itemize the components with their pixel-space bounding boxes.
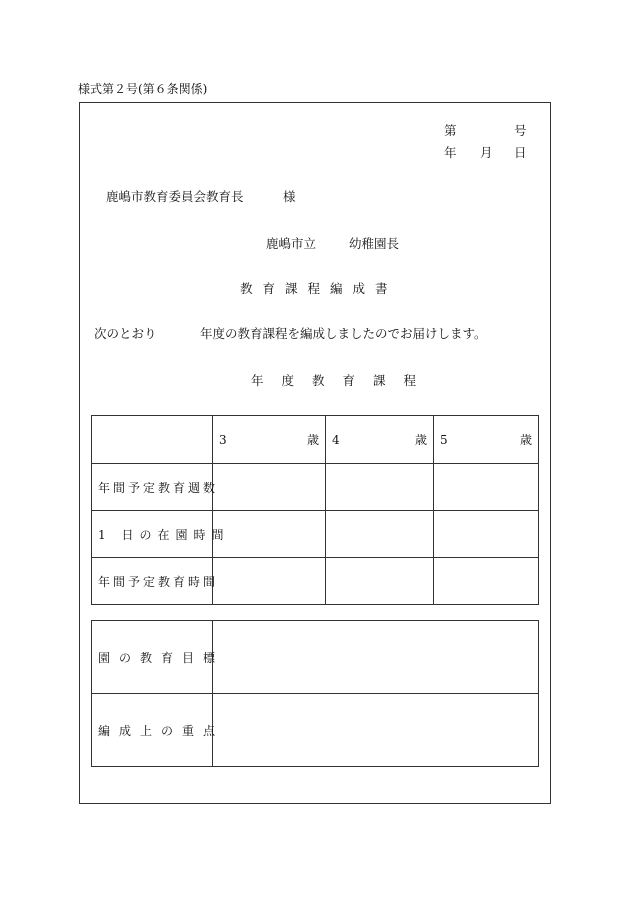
number-prefix: 第 [444,123,457,138]
cell-annual-hours-age3[interactable] [213,558,326,605]
row-label-education-goal: 園の教育目標 [92,621,213,694]
row-label-annual-hours: 年間予定教育時間 [92,558,213,605]
cell-weeks-age4[interactable] [326,464,434,511]
table-row [92,694,539,767]
goals-table [91,620,539,767]
form-number-label: 様式第２号(第６条関係) [78,82,208,96]
row-label-weeks: 年間予定教育週数 [92,464,213,511]
cell-annual-hours-age5[interactable] [434,558,539,605]
section-title: 年度教育課程 [251,373,435,388]
schedule-table [91,415,539,605]
schedule-corner-cell [92,416,213,464]
sender-title: 幼稚園長 [349,236,400,251]
cell-key-points[interactable] [213,694,539,767]
schedule-header-row [92,416,539,464]
number-suffix: 号 [514,123,527,138]
cell-weeks-age5[interactable] [434,464,539,511]
body-text-prefix: 次のとおり [94,326,157,341]
sender-city: 鹿嶋市立 [266,236,317,251]
table-row [92,621,539,694]
age-4-number: 4 [332,432,340,447]
body-text: 年度の教育課程を編成しましたのでお届けします。 [200,326,487,341]
row-label-daily-hours: 1 日の在園時間 [92,511,213,558]
addressee-name: 鹿嶋市教育委員会教育長 [106,189,244,204]
date-month: 月 [480,145,493,160]
document-title: 教育課程編成書 [240,281,398,296]
age-5-header [434,416,539,464]
age-3-unit: 歳 [306,433,319,447]
cell-annual-hours-age4[interactable] [326,558,434,605]
age-3-header [213,416,326,464]
table-row [92,464,539,511]
cell-education-goal[interactable] [213,621,539,694]
age-4-unit: 歳 [414,433,427,447]
table-row [92,511,539,558]
cell-daily-hours-age4[interactable] [326,511,434,558]
age-5-unit: 歳 [519,433,532,447]
age-5-number: 5 [440,432,448,447]
cell-daily-hours-age5[interactable] [434,511,539,558]
addressee-honorific: 様 [283,189,296,204]
cell-weeks-age3[interactable] [213,464,326,511]
date-year: 年 [444,145,457,160]
row-label-key-points: 編成上の重点 [92,694,213,767]
date-day: 日 [514,145,527,160]
table-row [92,558,539,605]
age-3-number: 3 [219,432,227,447]
age-4-header [326,416,434,464]
